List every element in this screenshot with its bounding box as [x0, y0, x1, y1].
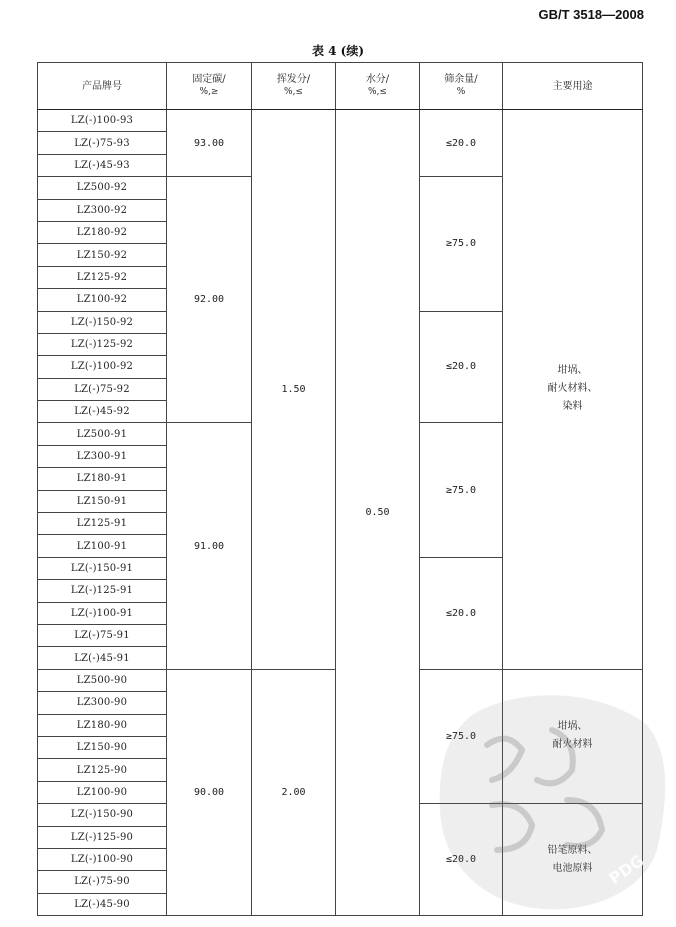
grade-cell: LZ(-)125-92 [38, 333, 167, 355]
grade-cell: LZ150-91 [38, 490, 167, 512]
header-fixed-carbon: 固定碳/ %,≥ [167, 63, 252, 110]
grade-cell: LZ150-90 [38, 736, 167, 758]
grade-cell: LZ500-92 [38, 177, 167, 199]
header-grade: 产品牌号 [38, 63, 167, 110]
grade-cell: LZ(-)100-92 [38, 356, 167, 378]
grade-cell: LZ(-)125-90 [38, 826, 167, 848]
fixed-carbon-cell: 91.00 [167, 423, 252, 669]
grade-cell: LZ(-)150-90 [38, 804, 167, 826]
grade-cell: LZ300-90 [38, 692, 167, 714]
header-sieve: 筛余量/ % [420, 63, 503, 110]
grade-cell: LZ125-91 [38, 513, 167, 535]
sieve-cell: ≤20.0 [420, 110, 503, 177]
grade-cell: LZ(-)75-93 [38, 132, 167, 154]
use-cell: 坩埚、 耐火材料 [503, 669, 643, 803]
fixed-carbon-cell: 93.00 [167, 110, 252, 177]
grade-cell: LZ(-)150-92 [38, 311, 167, 333]
grade-cell: LZ500-90 [38, 669, 167, 691]
grade-cell: LZ(-)100-93 [38, 110, 167, 132]
fixed-carbon-cell: 90.00 [167, 669, 252, 915]
sieve-cell: ≥75.0 [420, 423, 503, 557]
standard-code: GB/T 3518—2008 [538, 7, 644, 22]
volatile-cell: 2.00 [252, 669, 336, 915]
grade-cell: LZ(-)45-93 [38, 154, 167, 176]
grade-cell: LZ150-92 [38, 244, 167, 266]
use-cell: 坩埚、 耐火材料、 染料 [503, 110, 643, 670]
grade-cell: LZ125-92 [38, 266, 167, 288]
sieve-cell: ≥75.0 [420, 669, 503, 803]
sieve-cell: ≤20.0 [420, 557, 503, 669]
grade-cell: LZ(-)125-91 [38, 580, 167, 602]
grade-cell: LZ(-)150-91 [38, 557, 167, 579]
grade-cell: LZ(-)45-91 [38, 647, 167, 669]
grade-cell: LZ300-91 [38, 445, 167, 467]
fixed-carbon-cell: 92.00 [167, 177, 252, 423]
grade-cell: LZ300-92 [38, 199, 167, 221]
grade-cell: LZ500-91 [38, 423, 167, 445]
grade-cell: LZ180-91 [38, 468, 167, 490]
table-caption: 表 4 (续) [311, 44, 365, 58]
grade-cell: LZ100-91 [38, 535, 167, 557]
volatile-cell: 1.50 [252, 110, 336, 670]
watermark-text: PDG [605, 850, 648, 889]
grade-cell: LZ180-90 [38, 714, 167, 736]
grade-cell: LZ125-90 [38, 759, 167, 781]
grade-cell: LZ(-)75-91 [38, 624, 167, 646]
grade-cell: LZ(-)75-90 [38, 871, 167, 893]
grade-cell: LZ100-90 [38, 781, 167, 803]
grade-cell: LZ(-)100-91 [38, 602, 167, 624]
grade-cell: LZ180-92 [38, 221, 167, 243]
sieve-cell: ≥75.0 [420, 177, 503, 311]
header-row [38, 63, 643, 110]
graphite-spec-table [37, 62, 643, 916]
grade-cell: LZ100-92 [38, 289, 167, 311]
grade-cell: LZ(-)75-92 [38, 378, 167, 400]
sieve-cell: ≤20.0 [420, 804, 503, 916]
moisture-cell: 0.50 [336, 110, 420, 916]
header-volatile: 挥发分/ %,≤ [252, 63, 336, 110]
header-moisture: 水分/ %,≤ [336, 63, 420, 110]
use-cell: 铅笔原料、 电池原料 [503, 804, 643, 916]
grade-cell: LZ(-)100-90 [38, 848, 167, 870]
header-use: 主要用途 [503, 63, 643, 110]
grade-cell: LZ(-)45-92 [38, 401, 167, 423]
grade-cell: LZ(-)45-90 [38, 893, 167, 915]
table-row [38, 110, 643, 132]
sieve-cell: ≤20.0 [420, 311, 503, 423]
